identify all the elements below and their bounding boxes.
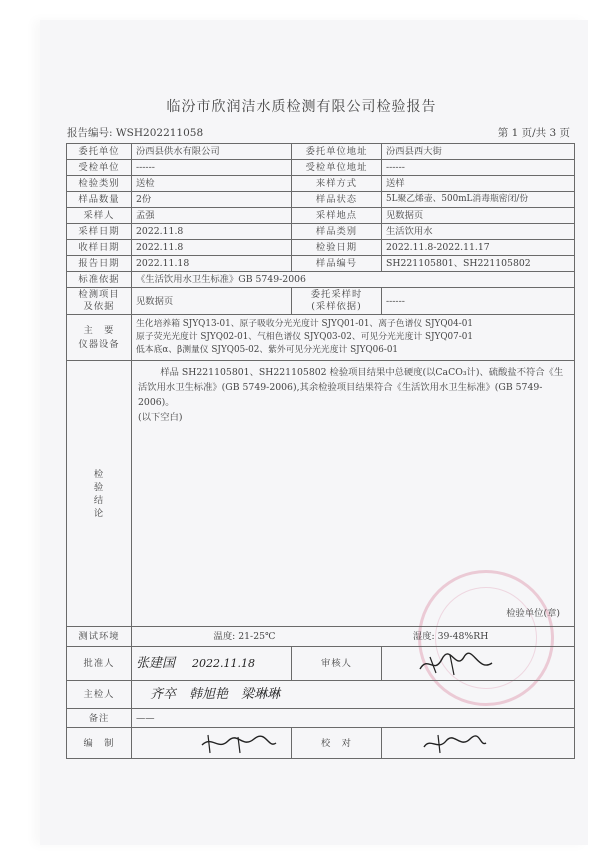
report-date-label: 报告日期: [67, 256, 132, 272]
inspected-value: ------: [132, 160, 292, 176]
category-value: 生活饮用水: [382, 224, 575, 240]
client-sampling-value: ------: [382, 288, 575, 315]
sampling-date-value: 2022.11.8: [132, 224, 292, 240]
table-row: [67, 208, 575, 224]
conclusion-label-char: 验: [93, 481, 105, 493]
equipment-label-line1: 主 要: [83, 324, 115, 336]
table-row: [67, 315, 575, 361]
sampler-label: 采样人: [67, 208, 132, 224]
client-value: 汾西县供水有限公司: [132, 144, 292, 160]
client-label: 委托单位: [67, 144, 132, 160]
test-items-label-line2: 及依据: [83, 301, 115, 312]
test-items-label: [67, 288, 132, 315]
receipt-date-value: 2022.11.8: [132, 240, 292, 256]
table-row: [67, 361, 575, 627]
report-date-value: 2022.11.18: [132, 256, 292, 272]
table-row: [67, 224, 575, 240]
approver-signature-cell: [132, 647, 292, 681]
conclusion-label-char: 检: [93, 468, 105, 480]
table-row: [67, 256, 575, 272]
reviewer-signature: [416, 651, 496, 677]
equipment-label-line2: 仪器设备: [78, 338, 120, 350]
inspected-label: 受检单位: [67, 160, 132, 176]
checker-label: 校 对: [292, 728, 382, 759]
environment-label: 测试环境: [67, 627, 132, 647]
reviewer-label: 审核人: [292, 647, 382, 681]
table-row: [67, 160, 575, 176]
place-label: 采样地点: [292, 208, 382, 224]
test-items-value: 见数据页: [132, 288, 292, 315]
sample-number-value: SH221105801、SH221105802: [382, 256, 575, 272]
table-row: [67, 647, 575, 681]
sampling-date-label: 采样日期: [67, 224, 132, 240]
test-date-value: 2022.11.8-2022.11.17: [382, 240, 575, 256]
table-row: [67, 288, 575, 315]
test-date-label: 检验日期: [292, 240, 382, 256]
compiler-signature-cell: [132, 728, 292, 759]
place-value: 见数据页: [382, 208, 575, 224]
temperature-value: 温度: 21-25℃: [213, 631, 276, 642]
conclusion-text: 样品 SH221105801、SH221105802 检验项目结果中总硬度(以CaCO₃计)、硫酸盐不符合《生活饮用水卫生标准》(GB 5749-2006),其余检验项目结果符合《生活饮用水卫生标准》(GB 5749-2006)。: [138, 367, 564, 408]
report-number: [67, 125, 203, 140]
report-number-label: 报告编号:: [67, 127, 113, 139]
table-row: [67, 681, 575, 709]
approver-label: 批准人: [67, 647, 132, 681]
client-sampling-label-line2: (采样依据): [311, 301, 362, 312]
report-table: [66, 143, 575, 759]
table-row: [67, 176, 575, 192]
checker-signature: [420, 731, 490, 755]
environment-values: [132, 627, 575, 647]
method-label: 来样方式: [292, 176, 382, 192]
table-row: [67, 627, 575, 647]
category-label: 样品类别: [292, 224, 382, 240]
state-label: 样品状态: [292, 192, 382, 208]
remark-value: ——: [132, 709, 575, 728]
table-row: [67, 192, 575, 208]
inspected-address-value: ------: [382, 160, 575, 176]
table-row: [67, 144, 575, 160]
reviewer-signature-cell: [382, 647, 575, 681]
type-label: 检验类别: [67, 176, 132, 192]
conclusion-label: [67, 361, 132, 627]
type-value: 送检: [132, 176, 292, 192]
test-items-label-line1: 检测项目: [78, 289, 120, 300]
table-row: [67, 240, 575, 256]
client-sampling-label: [292, 288, 382, 315]
approver-date: 2022.11.18: [191, 656, 255, 670]
inspector-label: 主检人: [67, 681, 132, 709]
compiler-signature: [198, 731, 278, 755]
table-row: [67, 272, 575, 288]
standard-label: 标准依据: [67, 272, 132, 288]
report-title: 临汾市欣润洁水质检测有限公司检验报告: [166, 99, 437, 115]
checker-signature-cell: [382, 728, 575, 759]
inspection-unit-label: 检验单位(章): [506, 608, 560, 619]
equipment-line: 原子荧光光度计 SJYQ02-01、气相色谱仪 SJYQ03-02、可见分光光度计 SJYQ07-01: [136, 332, 473, 342]
client-address-label: 委托单位地址: [292, 144, 382, 160]
conclusion-label-char: 结: [93, 494, 105, 506]
humidity-value: 湿度: 39-48%RH: [412, 631, 489, 642]
compiler-label: 编 制: [67, 728, 132, 759]
receipt-date-label: 收样日期: [67, 240, 132, 256]
inspected-address-label: 受检单位地址: [292, 160, 382, 176]
conclusion-label-char: 论: [93, 507, 105, 519]
sample-number-label: 样品编号: [292, 256, 382, 272]
page-indicator: 第 1 页/共 3 页: [497, 127, 570, 139]
state-value: 5L聚乙烯壶、500mL消毒瓶密闭/份: [382, 192, 575, 208]
client-sampling-label-line1: 委托采样时: [310, 289, 363, 300]
equipment-line: 低本底α、β测量仪 SJYQ05-02、紫外可见分光光度计 SJYQ06-01: [136, 345, 399, 355]
sampler-value: 孟强: [132, 208, 292, 224]
table-row: [67, 709, 575, 728]
equipment-list: [132, 315, 575, 361]
table-row: [67, 728, 575, 759]
remark-label: 备注: [67, 709, 132, 728]
inspector-signatures: 齐卒 韩旭艳 梁琳琳: [150, 686, 281, 702]
approver-signature: 张建国: [136, 655, 176, 671]
client-address-value: 汾西县西大街: [382, 144, 575, 160]
method-value: 送样: [382, 176, 575, 192]
equipment-label: [67, 315, 132, 361]
standard-value: 《生活饮用水卫生标准》GB 5749-2006: [132, 272, 575, 288]
equipment-line: 生化培养箱 SJYQ13-01、原子吸收分光光度计 SJYQ01-01、离子色谱仪 SJYQ04-01: [136, 319, 473, 329]
report-number-value: WSH202211058: [115, 127, 204, 139]
inspector-signature-cell: [132, 681, 575, 709]
blank-note: (以下空白): [138, 412, 183, 423]
quantity-label: 样品数量: [67, 192, 132, 208]
conclusion-content: [132, 361, 575, 627]
quantity-value: 2份: [132, 192, 292, 208]
